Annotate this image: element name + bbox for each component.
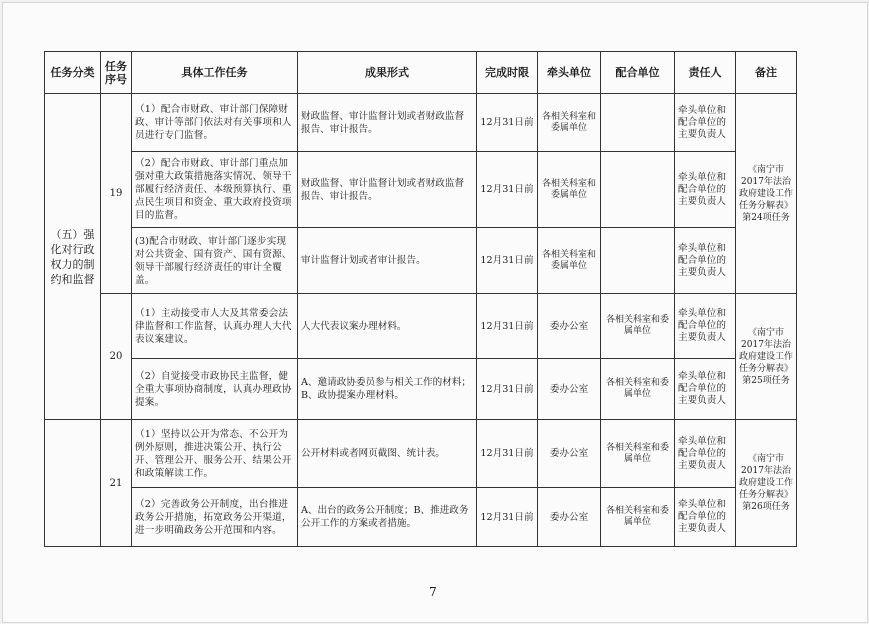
lead-cell: 委办公室 [538, 488, 601, 547]
coop-cell: 各相关科室和委属单位 [601, 488, 675, 547]
note-cell: 《南宁市2017年法治政府建设工作任务分解表》第25项任务 [736, 294, 797, 420]
seq-cell: 20 [101, 294, 132, 420]
deadline-cell: 12月31日前 [477, 94, 538, 152]
task-cell: （1）配合市财政、审计部门保障财政、审计等部门依法对有关事项和人员进行专门监督。 [132, 94, 298, 152]
table-row [45, 488, 797, 547]
category-cell-empty [45, 420, 101, 547]
resp-cell: 牵头单位和配合单位的主要负责人 [675, 94, 736, 152]
coop-cell: 各相关科室和委属单位 [601, 420, 675, 488]
output-cell: 人大代表议案办理材料。 [298, 294, 477, 359]
lead-cell: 各相关科室和委属单位 [538, 94, 601, 152]
lead-cell: 各相关科室和委属单位 [538, 152, 601, 228]
task-cell: （1）坚持以公开为常态、不公开为例外原则，推进决策公开、执行公开、管理公开、服务公开、结果公开和政策解读工作。 [132, 420, 298, 488]
task-cell: (3)配合市财政、审计部门逐步实现对公共资金、国有资产、国有资源、领导干部履行经济责任的审计全覆盖。 [132, 228, 298, 294]
lead-cell: 委办公室 [538, 359, 601, 420]
lead-cell: 委办公室 [538, 420, 601, 488]
header-lead: 牵头单位 [538, 52, 601, 94]
output-cell: 财政监督、审计监督计划或者财政监督报告、审计报告。 [298, 152, 477, 228]
header-resp: 责任人 [675, 52, 736, 94]
task-cell: （1）主动接受市人大及其常委会法律监督和工作监督，认真办理人大代表议案建议。 [132, 294, 298, 359]
resp-cell: 牵头单位和配合单位的主要负责人 [675, 420, 736, 488]
deadline-cell: 12月31日前 [477, 294, 538, 359]
page-number: 7 [429, 585, 437, 599]
lead-cell: 委办公室 [538, 294, 601, 359]
table-row [45, 94, 797, 152]
seq-cell: 21 [101, 420, 132, 547]
deadline-cell: 12月31日前 [477, 420, 538, 488]
coop-cell: 各相关科室和委属单位 [601, 359, 675, 420]
header-task: 具体工作任务 [132, 52, 298, 94]
header-output: 成果形式 [298, 52, 477, 94]
category-cell: （五）强化对行政权力的制约和监督 [45, 94, 101, 420]
seq-cell: 19 [101, 94, 132, 294]
table-row [45, 294, 797, 359]
header-coop: 配合单位 [601, 52, 675, 94]
header-deadline: 完成时限 [477, 52, 538, 94]
output-cell: 财政监督、审计监督计划或者财政监督报告、审计报告。 [298, 94, 477, 152]
task-cell: （2）完善政务公开制度，出台推进政务公开措施，拓宽政务公开渠道，进一步明确政务公开范围和内容。 [132, 488, 298, 547]
document-page [2, 2, 868, 623]
deadline-cell: 12月31日前 [477, 228, 538, 294]
note-cell: 《南宁市2017年法治政府建设工作任务分解表》第26项任务 [736, 420, 797, 547]
task-cell: （2）配合市财政、审计部门重点加强对重大政策措施落实情况、领导干部履行经济责任、本级预算执行、重点民生项目和资金、重大政府投资项目的监督。 [132, 152, 298, 228]
table-row [45, 152, 797, 228]
output-cell: 审计监督计划或者审计报告。 [298, 228, 477, 294]
table-row [45, 228, 797, 294]
resp-cell: 牵头单位和配合单位的主要负责人 [675, 359, 736, 420]
header-row [45, 52, 797, 94]
coop-cell [601, 94, 675, 152]
output-cell: 公开材料或者网页截图、统计表。 [298, 420, 477, 488]
deadline-cell: 12月31日前 [477, 488, 538, 547]
output-cell: A、出台的政务公开制度；B、推进政务公开工作的方案或者措施。 [298, 488, 477, 547]
note-cell: 《南宁市2017年法治政府建设工作任务分解表》第24项任务 [736, 94, 797, 294]
resp-cell: 牵头单位和配合单位的主要负责人 [675, 294, 736, 359]
header-seq: 任务序号 [101, 52, 132, 94]
resp-cell: 牵头单位和配合单位的主要负责人 [675, 228, 736, 294]
deadline-cell: 12月31日前 [477, 359, 538, 420]
coop-cell [601, 152, 675, 228]
table-row [45, 420, 797, 488]
coop-cell [601, 228, 675, 294]
task-table [44, 51, 797, 547]
header-note: 备注 [736, 52, 797, 94]
resp-cell: 牵头单位和配合单位的主要负责人 [675, 488, 736, 547]
table-row [45, 359, 797, 420]
resp-cell: 牵头单位和配合单位的主要负责人 [675, 152, 736, 228]
output-cell: A、邀请政协委员参与相关工作的材料；B、政协提案办理材料。 [298, 359, 477, 420]
lead-cell: 各相关科室和委属单位 [538, 228, 601, 294]
header-category: 任务分类 [45, 52, 101, 94]
task-cell: （2）自觉接受市政协民主监督，健全重大事项协商制度，认真办理政协提案。 [132, 359, 298, 420]
coop-cell: 各相关科室和委属单位 [601, 294, 675, 359]
deadline-cell: 12月31日前 [477, 152, 538, 228]
